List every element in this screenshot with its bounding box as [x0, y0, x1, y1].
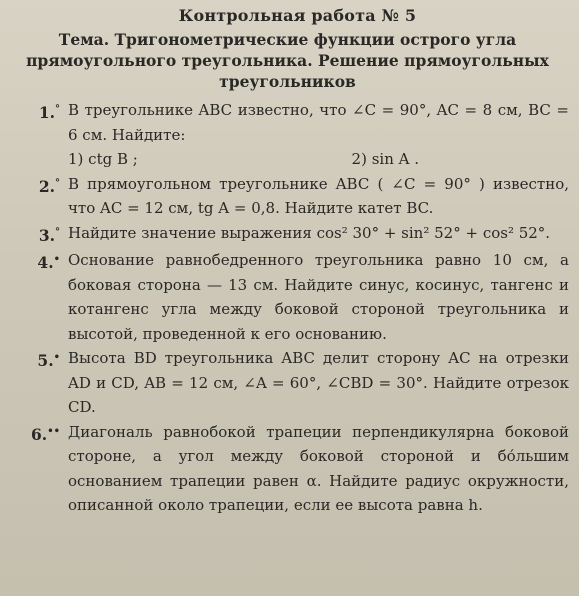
task-number: 3.° [38, 225, 60, 245]
page-title: Контрольная работа № 5 [178, 6, 417, 25]
topic-heading: Тема. Тригонометрические функции острого угла прямоугольного треугольника. Решение прямоугольных треугольников [26, 30, 549, 91]
task-5 [6, 346, 569, 420]
task-2-statement: В прямоугольном треугольнике ABC ( ∠C = 90° ) известно, что AC = 12 см, tg A = 0,8. Найдите катет BC. [68, 174, 569, 217]
task-1-item-1: 1) ctg B ; [68, 150, 138, 168]
task-number: 4.• [37, 253, 60, 273]
task-2 [6, 172, 569, 221]
task-1-items [68, 147, 569, 172]
task-5-statement: Высота BD треугольника ABC делит сторону AC на отрезки AD и CD, AB = 12 см, ∠A = 60°, ∠CBD = 30°. Найдите отрезок CD. [68, 349, 569, 417]
task-number: 6.•• [31, 424, 60, 444]
task-6-statement: Диагональ равнобокой трапеции перпендикулярна боковой стороне, а угол между боковой стороной и бо́льшим основанием трапеции равен α. Найдите радиус окружности, описанной около трапеции, если ее высота равна h. [68, 422, 569, 515]
task-number: 5.• [37, 351, 60, 371]
task-3 [6, 221, 569, 249]
task-number: 1.° [38, 103, 60, 123]
task-1 [6, 98, 569, 172]
task-6 [6, 420, 569, 518]
task-1-statement: В треугольнике ABC известно, что ∠C = 90°, AC = 8 см, BC = 6 см. Найдите: [68, 101, 569, 144]
task-number: 2.° [38, 176, 60, 196]
task-1-item-2: 2) sin A . [351, 150, 419, 168]
task-3-statement: Найдите значение выражения cos² 30° + sin² 52° + cos² 52°. [68, 223, 551, 242]
task-4-statement: Основание равнобедренного треугольника равно 10 см, а боковая сторона — 13 см. Найдите синус, косинус, тангенс и котангенс угла между боковой стороной треугольника и высотой, проведенной к его основанию. [68, 251, 569, 343]
task-text [68, 98, 569, 172]
task-4 [6, 248, 569, 346]
